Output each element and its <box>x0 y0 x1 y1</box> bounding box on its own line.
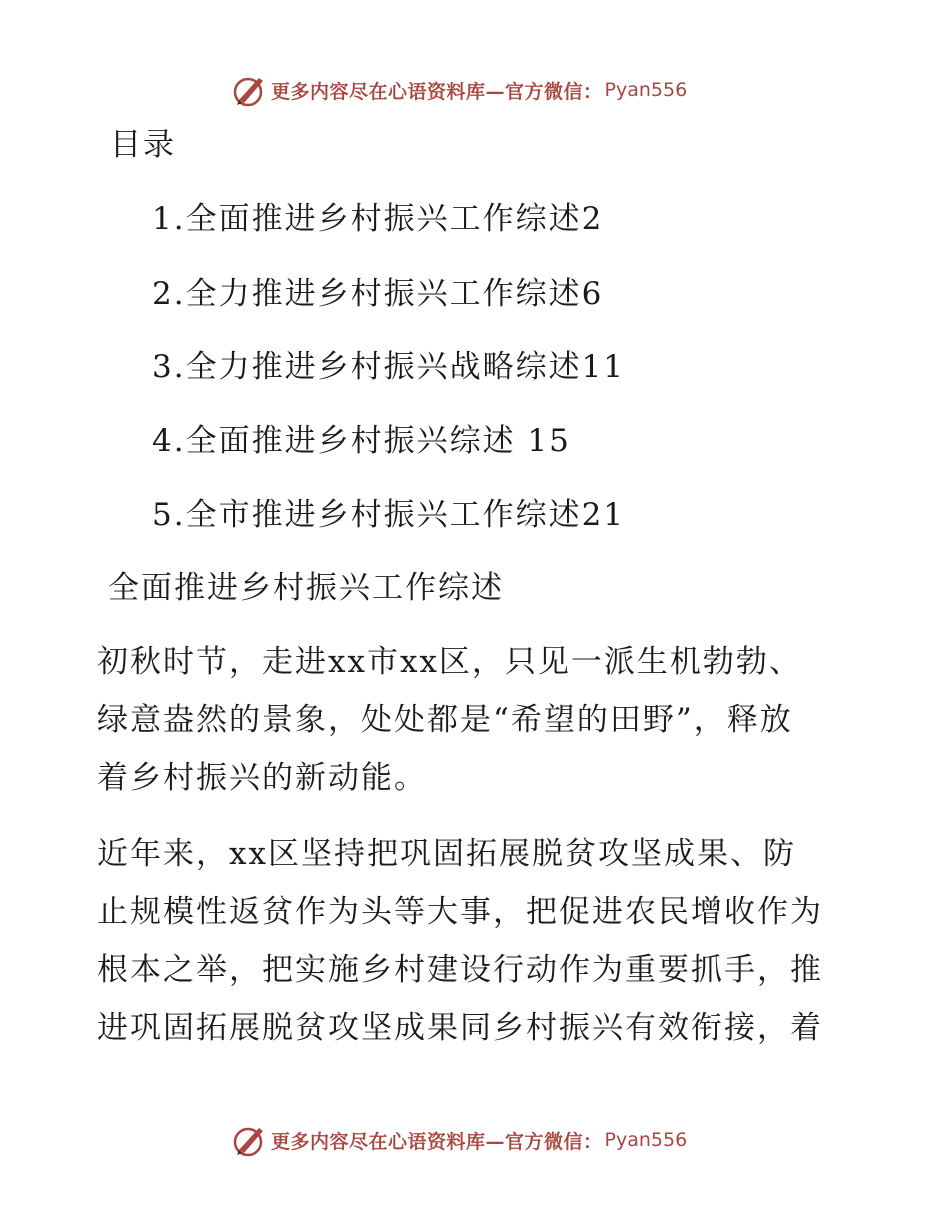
watermark-wechat-id: Pyan556 <box>604 1129 688 1151</box>
toc-item-1: 1.全面推进乡村振兴工作综述2 <box>152 201 604 237</box>
pen-logo-icon <box>233 72 267 108</box>
paragraph-line: 根本之举，把实施乡村建设行动作为重要抓手，推 <box>97 952 823 988</box>
watermark-header <box>233 72 687 108</box>
watermark-text: 更多内容尽在心语资料库—官方微信： <box>271 1130 603 1153</box>
paragraph-line: 进巩固拓展脱贫攻坚成果同乡村振兴有效衔接，着 <box>97 1010 823 1046</box>
paragraph-line: 近年来，xx区坚持把巩固拓展脱贫攻坚成果、防 <box>97 836 796 872</box>
article-title: 全面推进乡村振兴工作综述 <box>108 570 504 606</box>
toc-item-2: 2.全力推进乡村振兴工作综述6 <box>152 276 604 312</box>
paragraph-line: 绿意盎然的景象，处处都是“希望的田野”，释放 <box>97 702 793 738</box>
paragraph-line: 止规模性返贫作为头等大事，把促进农民增收作为 <box>97 894 823 930</box>
toc-item-5: 5.全市推进乡村振兴工作综述21 <box>152 497 626 533</box>
toc-item-3: 3.全力推进乡村振兴战略综述11 <box>152 349 626 385</box>
toc-title: 目录 <box>110 127 176 163</box>
pen-logo-icon <box>233 1122 267 1158</box>
watermark-text: 更多内容尽在心语资料库—官方微信： <box>271 80 603 103</box>
toc-item-4: 4.全面推进乡村振兴综述 15 <box>152 423 571 459</box>
paragraph-line: 初秋时节，走进xx市xx区，只见一派生机勃勃、 <box>97 644 802 680</box>
watermark-footer <box>233 1122 687 1158</box>
watermark-wechat-id: Pyan556 <box>604 79 688 101</box>
paragraph-line: 着乡村振兴的新动能。 <box>97 760 427 796</box>
